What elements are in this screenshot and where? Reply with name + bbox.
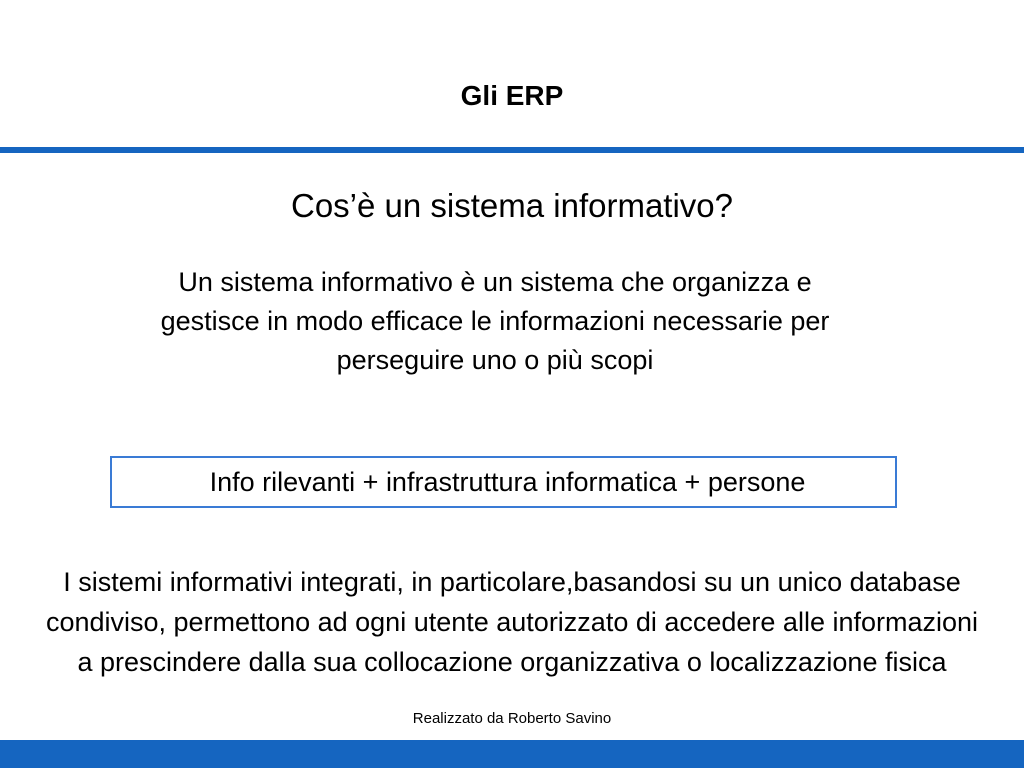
bottom-bar [0, 740, 1024, 768]
definition-text: Un sistema informativo è un sistema che organizza e gestisce in modo efficace le informazioni necessarie per perseguire uno o più scopi [160, 267, 830, 375]
integrated-systems-text: I sistemi informativi integrati, in particolare,basandosi su un unico database condiviso, permettono ad ogni utente autorizzato di accedere alle informazioni a prescindere dalla sua collocazione organizzativa o localizzazione fisica [45, 567, 979, 677]
slide-title: Gli ERP [460, 80, 564, 111]
section-question: Cos’è un sistema informativo? [290, 187, 734, 224]
footer-credit: Realizzato da Roberto Savino [412, 710, 612, 727]
top-divider-bar [0, 147, 1024, 153]
formula-text: Info rilevanti + infrastruttura informatica + persone [209, 467, 806, 497]
formula-box [110, 456, 897, 508]
